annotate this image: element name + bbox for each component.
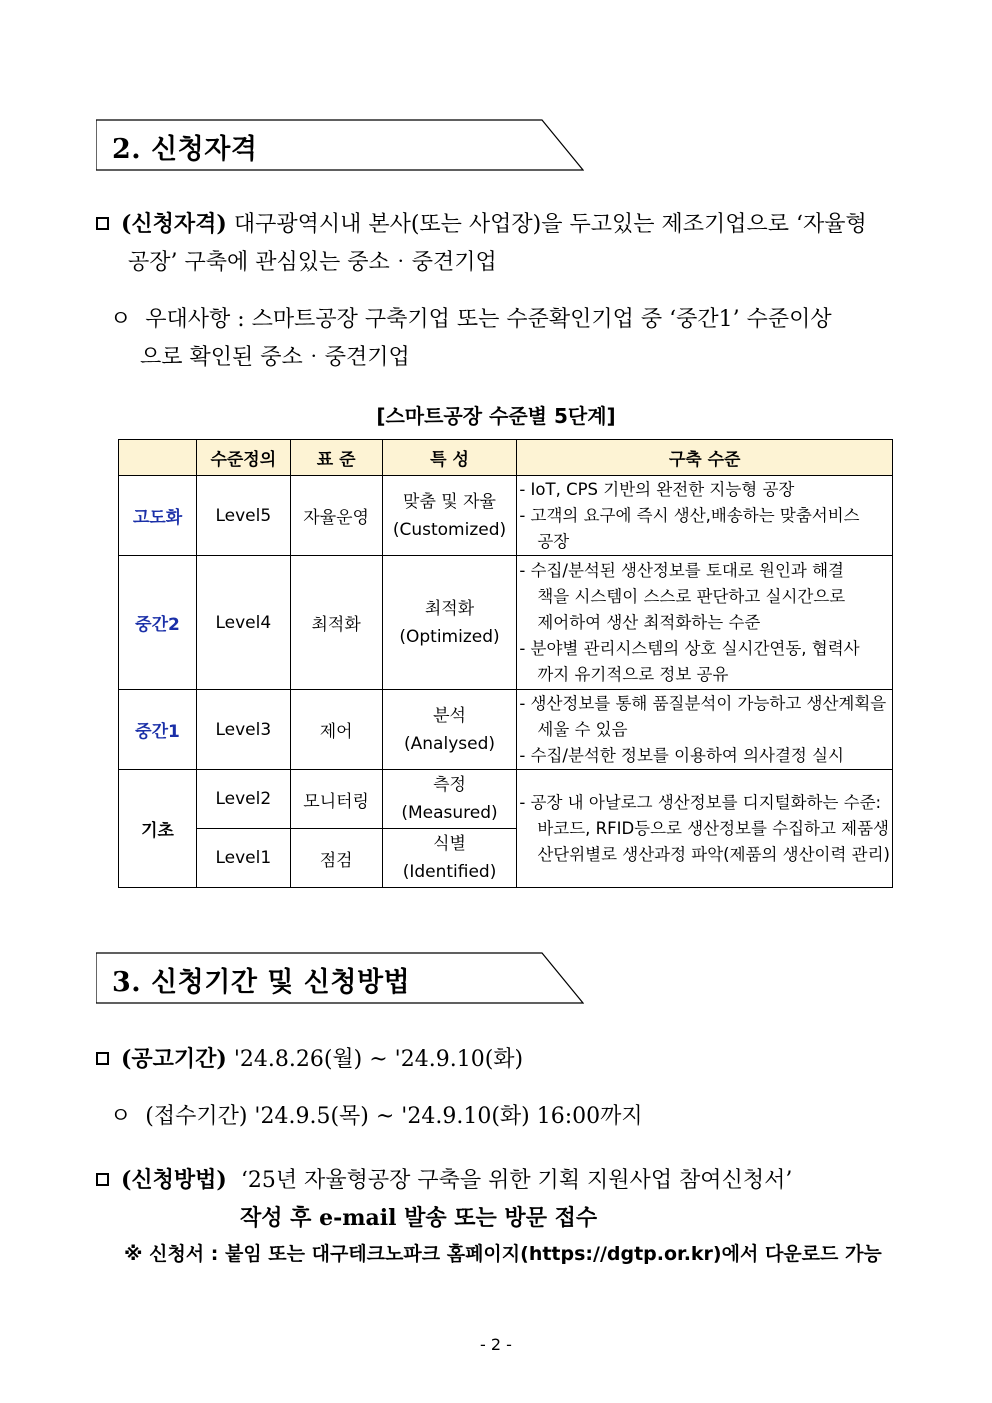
- level-standard: 모니터링: [290, 770, 382, 829]
- level-feature: [382, 829, 517, 888]
- header-empty: [119, 440, 197, 476]
- qualification-line2: 공장’ 구축에 관심있는 중소‧중견기업: [128, 250, 497, 275]
- feature-ko: 최적화: [424, 598, 475, 619]
- level-code: Level5: [197, 476, 291, 556]
- preference-line1: 우대사항 : 스마트공장 구축기업 또는 수준확인기업 중 ‘중간1’ 수준이상: [145, 307, 832, 332]
- square-bullet-icon: [96, 1052, 109, 1065]
- notice-label: (공고기간): [121, 1046, 227, 1072]
- feature-en: (Identified): [402, 862, 497, 882]
- preference-paragraph: [110, 301, 832, 339]
- level-standard: 제어: [290, 690, 382, 770]
- desc-line: 바코드, RFID등으로 생산정보를 수집하고 제품생: [537, 818, 889, 838]
- section2-header: [96, 119, 584, 171]
- level-name: 중간2: [119, 556, 197, 690]
- level-feature: [382, 770, 517, 829]
- level-feature: [382, 690, 517, 770]
- method-line1: ‘25년 자율형공장 구축을 위한 기획 지원사업 참여신청서’: [240, 1168, 793, 1193]
- level-code: Level4: [197, 556, 291, 690]
- table-caption: [스마트공장 수준별 5단계]: [376, 404, 616, 428]
- level-description: [517, 690, 893, 770]
- level-code: Level3: [197, 690, 291, 770]
- level-description: [517, 770, 893, 888]
- desc-line: 제어하여 생산 최적화하는 수준: [537, 612, 761, 632]
- desc-line: - IoT, CPS 기반의 완전한 지능형 공장: [519, 479, 795, 499]
- table-row: [119, 476, 893, 556]
- feature-en: (Customized): [392, 519, 507, 540]
- receipt-text: (접수기간) '24.9.5(목) ~ '24.9.10(화) 16:00까지: [145, 1104, 643, 1129]
- application-note: ※ 신청서 : 붙임 또는 대구테크노파크 홈페이지(https://dgtp.or.kr)에서 다운로드 가능: [124, 1243, 882, 1265]
- header-standard: 표 준: [290, 440, 382, 476]
- preference-line2: 으로 확인된 중소‧중견기업: [140, 345, 410, 370]
- circle-bullet: ㅇ: [110, 307, 132, 332]
- desc-line: 까지 유기적으로 정보 공유: [537, 664, 729, 684]
- square-bullet-icon: [96, 217, 109, 230]
- receipt-paragraph: [110, 1098, 643, 1136]
- level-feature: [382, 476, 517, 556]
- level-code: Level2: [197, 770, 291, 829]
- desc-line: - 분야별 관리시스템의 상호 실시간연동, 협력사: [519, 638, 860, 658]
- feature-en: (Optimized): [399, 626, 500, 647]
- desc-line: 산단위별로 생산과정 파악(제품의 생산이력 관리): [537, 844, 890, 864]
- section3-header: [96, 952, 584, 1004]
- desc-line: - 수집/분석된 생산정보를 토대로 원인과 해결: [519, 560, 844, 580]
- qualification-line1: 대구광역시내 본사(또는 사업장)을 두고있는 제조기업으로 ‘자율형: [233, 212, 867, 237]
- notice-text: '24.8.26(월) ~ '24.9.10(화): [233, 1047, 524, 1072]
- feature-en: (Analysed): [404, 733, 495, 754]
- level-name: 고도화: [119, 476, 197, 556]
- table-row: [119, 690, 893, 770]
- level-feature: [382, 556, 517, 690]
- qualification-paragraph: [96, 205, 867, 244]
- level-standard: 최적화: [290, 556, 382, 690]
- circle-bullet: ㅇ: [110, 1104, 132, 1129]
- smart-factory-levels-table: [118, 439, 893, 888]
- qualification-label: (신청자격): [121, 211, 227, 237]
- feature-ko: 식별: [433, 834, 466, 854]
- level-code: Level1: [197, 829, 291, 888]
- feature-ko: 분석: [433, 705, 466, 726]
- feature-ko: 측정: [433, 775, 466, 795]
- level-standard: 자율운영: [290, 476, 382, 556]
- table-row: [119, 770, 893, 829]
- level-description: [517, 556, 893, 690]
- page-number: - 2 -: [480, 1335, 512, 1354]
- desc-line: - 공장 내 아날로그 생산정보를 디지털화하는 수준:: [519, 792, 882, 812]
- square-bullet-icon: [96, 1173, 109, 1186]
- table-row: [119, 556, 893, 690]
- header-feature: 특 성: [382, 440, 517, 476]
- desc-line: - 생산정보를 통해 품질분석이 가능하고 생산계획을: [519, 693, 887, 713]
- method-line2: 작성 후 e-mail 발송 또는 방문 접수: [240, 1205, 598, 1231]
- desc-line: 공장: [537, 531, 570, 551]
- desc-line: - 고객의 요구에 즉시 생산,배송하는 맞춤서비스: [519, 505, 860, 525]
- method-paragraph: [96, 1161, 792, 1200]
- desc-line: 책을 시스템이 스스로 판단하고 실시간으로: [537, 586, 846, 606]
- level-description: [517, 476, 893, 556]
- level-standard: 점검: [290, 829, 382, 888]
- section2-title: 2. 신청자격: [112, 134, 258, 165]
- section3-title: 3. 신청기간 및 신청방법: [112, 967, 411, 998]
- header-build-level: 구축 수준: [517, 440, 893, 476]
- table-header-row: [119, 440, 893, 476]
- desc-line: 세울 수 있음: [537, 719, 628, 739]
- level-name: 중간1: [119, 690, 197, 770]
- notice-paragraph: [96, 1040, 523, 1079]
- level-name: 기초: [119, 770, 197, 888]
- header-level-definition: 수준정의: [197, 440, 291, 476]
- desc-line: - 수집/분석한 정보를 이용하여 의사결정 실시: [519, 745, 844, 765]
- feature-ko: 맞춤 및 자율: [403, 491, 496, 512]
- feature-en: (Measured): [401, 803, 498, 823]
- method-label: (신청방법): [121, 1167, 227, 1193]
